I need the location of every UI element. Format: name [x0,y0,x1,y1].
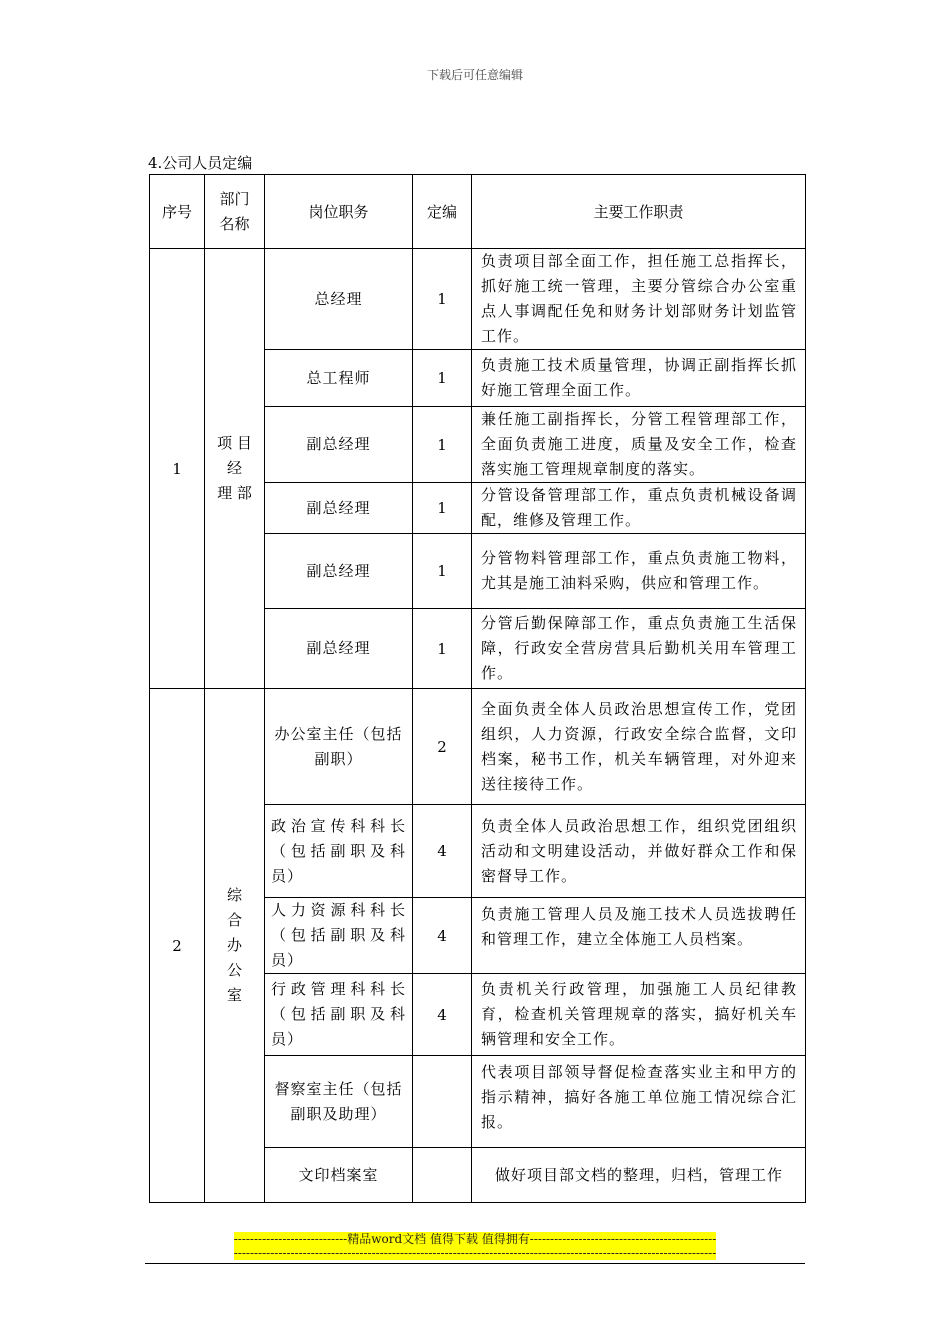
duty-cell: 负责机关行政管理，加强施工人员纪律教育，检查机关管理规章的落实，搞好机关车辆管理和安全工作。 [472,974,806,1056]
quota-cell [413,1148,472,1203]
quota-cell: 1 [413,483,472,534]
footer-dash-text: ----------------------------------------------------------------------------------------------------------------------- [233,1246,717,1260]
group-seq: 2 [150,689,205,1203]
position-cell: 副总经理 [265,483,413,534]
quota-cell: 1 [413,350,472,407]
table-row [150,249,806,350]
header-dept-line: 名称 [219,214,250,233]
table-header-row [150,175,806,249]
quota-cell: 4 [413,974,472,1056]
staff-quota-table [149,174,806,1203]
dept-line: 理 部 [217,484,252,502]
header-dept-line: 部门 [219,189,250,208]
position-cell: 行政管理科科长（包括副职及科员） [265,974,413,1056]
duty-cell: 兼任施工副指挥长，分管工程管理部工作，全面负责施工进度，质量及安全工作，检查落实施工管理规章制度的落实。 [472,407,806,483]
footer-banner-text: ----------------------------精品word文档 值得下载 值得拥有---------------------------------------------- [233,1232,717,1246]
position-cell: 副总经理 [265,534,413,609]
position-cell: 副总经理 [265,407,413,483]
duty-cell: 负责全体人员政治思想工作，组织党团组织活动和文明建设活动，并做好群众工作和保密督导工作。 [472,805,806,898]
duty-cell: 分管物料管理部工作，重点负责施工物料，尤其是施工油料采购，供应和管理工作。 [472,534,806,609]
position-cell: 政治宣传科科长（包括副职及科员） [265,805,413,898]
quota-cell: 1 [413,249,472,350]
page-header: 下载后可任意编辑 [426,68,523,82]
dept-line: 办 [226,936,242,954]
quota-cell [413,1056,472,1148]
group-seq: 1 [150,249,205,689]
position-cell: 总工程师 [265,350,413,407]
quota-cell: 1 [413,534,472,609]
footer-banner [0,1230,950,1247]
dept-line: 合 [226,911,242,929]
duty-cell: 分管设备管理部工作，重点负责机械设备调配，维修及管理工作。 [472,483,806,534]
header-duty: 主要工作职责 [472,175,806,249]
duty-cell: 做好项目部文档的整理，归档，管理工作 [472,1148,806,1203]
header-quota: 定编 [413,175,472,249]
table-row [150,689,806,805]
position-cell: 文印档案室 [265,1148,413,1203]
header-position: 岗位职务 [265,175,413,249]
position-cell: 督察室主任（包括副职及助理） [265,1056,413,1148]
dept-line: 公 [226,961,242,979]
duty-cell: 分管后勤保障部工作，重点负责施工生活保障，行政安全营房营具后勤机关用车管理工作。 [472,609,806,689]
footer-rule [145,1263,805,1264]
quota-cell: 1 [413,609,472,689]
dept-line: 经 [226,459,242,477]
duty-cell: 负责项目部全面工作，担任施工总指挥长，抓好施工统一管理，主要分管综合办公室重点人事调配任免和财务计划部财务计划监管工作。 [472,249,806,350]
duty-cell: 负责施工技术质量管理，协调正副指挥长抓好施工管理全面工作。 [472,350,806,407]
dept-line: 项 目 [217,434,252,452]
dept-line: 综 [226,886,242,904]
quota-cell: 4 [413,805,472,898]
group-dept [205,689,265,1203]
position-cell: 人力资源科科长（包括副职及科员） [265,898,413,974]
quota-cell: 4 [413,898,472,974]
position-cell: 办公室主任（包括副职） [265,689,413,805]
header-dept [205,175,265,249]
duty-cell: 代表项目部领导督促检查落实业主和甲方的指示精神，搞好各施工单位施工情况综合汇报。 [472,1056,806,1148]
position-cell: 副总经理 [265,609,413,689]
position-cell: 总经理 [265,249,413,350]
dept-line: 室 [226,986,242,1004]
duty-cell: 全面负责全体人员政治思想宣传工作，党团组织，人力资源，行政安全综合监督，文印档案，秘书工作，机关车辆管理，对外迎来送往接待工作。 [472,689,806,805]
group-dept [205,249,265,689]
duty-cell: 负责施工管理人员及施工技术人员选拔聘任和管理工作，建立全体施工人员档案。 [472,898,806,974]
header-seq: 序号 [150,175,205,249]
quota-cell: 1 [413,407,472,483]
section-title: 4.公司人员定编 [148,154,253,172]
footer-dash-line [0,1246,950,1260]
quota-cell: 2 [413,689,472,805]
